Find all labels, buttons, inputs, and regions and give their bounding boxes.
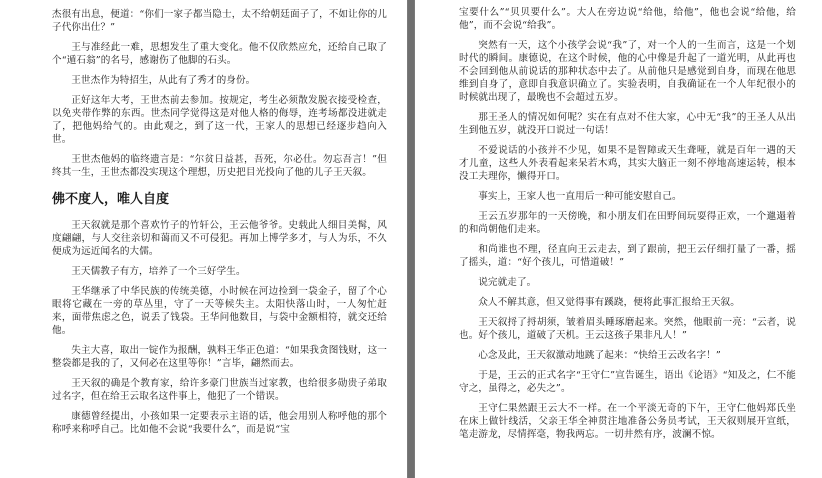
paragraph: 王世杰作为特招生，从此有了秀才的身份。: [71, 75, 256, 86]
paragraph: 王世杰他妈的临终遗言是：“尔贫日益甚，吾死，尔必仕。勿忘吾言！”但终其一生，王世杰都没实现这个理想，历史把目光投向了他的儿子王天叙。: [52, 154, 387, 178]
paragraph: 众人不解其意，但又觉得事有蹊跷，便将此事汇报给王天叙。: [478, 297, 740, 308]
left-page: [0, 0, 408, 478]
paragraph: 突然有一天，这个小孩学会说“我”了，对一个人的一生而言，这是一个划时代的瞬间。康德说，在这个时候，他的心中像是升起了一道光明，从此再也不会回到他从前说话的那种状态中去了。从前他只是感觉到自身，而现在他思维到自身了，意即自我意识确立了。实验表明，自我确证在一个人年纪很小的时候就出现了，最晚也不会超过五岁。: [459, 40, 796, 103]
paragraph: 康德曾经提出，小孩如果一定要表示主语的话，他会用别人称呼他的那个称呼来称呼自己。比如他不会说“我要什么”，而是说“宝: [52, 411, 387, 435]
paragraph: 事实上，王家人也一直用后一种可能安慰自己。: [478, 191, 682, 202]
paragraph: 王守仁果然跟王云大不一样。在一个平淡无奇的下午，王守仁他妈郑氏坐在床上做针线活，父亲王华全神贯注地准备公务员考试，王天叙则展开宣纸，笔走游龙，尽情挥毫，物我两忘。一切井然有序，波澜不惊。: [459, 403, 796, 440]
paragraph: 失主大喜，取出一锭作为报酬，孰料王华正色道：“如果我贪图钱财，这一整袋都是我的了，又何必在这里等你！”言毕，翩然而去。: [52, 345, 387, 369]
paragraph: 王天叙捋了捋胡须，皱着眉头睡琢磨起来。突然，他眼前一亮：“云者，说也。好个孩儿，道破了天机。王云这孩子果非凡人！”: [459, 317, 796, 341]
paragraph: 王天儒教子有方，培养了一个三好学生。: [71, 266, 246, 277]
paragraph: 杰很有出息，便道：“你们一家子都当隐士，太不给朝廷面子了，不如让你的儿子代你出仕？”: [52, 9, 387, 33]
paragraph: 心念及此，王天叙激动地跳了起来：“快给王云改名字！”: [478, 350, 721, 361]
paragraph: 王天叙就是那个喜欢竹子的竹轩公，王云他爷爷。史载此人细目美髯，风度翩翩，与人交往亲切和蔼而又不可侵犯。再加上博学多才，与人为乐，不久便成为远近闻名的大儒。: [52, 220, 387, 257]
section-heading: 佛不度人，唯人自度: [52, 192, 170, 207]
paragraph: 王华继承了中华民族的传统美德，小时候在河边捡到一袋金子，留了个心眼将它藏在一旁的草丛里，守了一天等候失主。太阳快落山时，一人匆忙赶来，面带焦虑之色，说丢了钱袋。王华问他数目，与袋中金额相符，就交还给他。: [52, 286, 387, 336]
paragraph: 不爱说话的小孩并不少见，如果不是智障或天生聋哑，就是百年一遇的天才儿童，这些人外表看起来呆若木鸡，其实大脑正一刻不停地高速运转，根本没工夫理你，懒得开口。: [459, 145, 796, 182]
paragraph: 宝要什么”“贝贝要什么”。大人在旁边说“给他，给他”，他也会说“给他，给他”，而不会说“给我”。: [459, 7, 796, 31]
paragraph: 王云五岁那年的一天傍晚，和小朋友们在田野间玩耍得正欢，一个邋遢着的和尚朝他们走来。: [459, 211, 796, 235]
paragraph: 那王圣人的情况如何呢？实在有点对不住大家，心中无“我”的王圣人从出生到他五岁，就没开口说过一句话！: [459, 112, 796, 136]
paragraph: 和尚谁也不理，径直向王云走去，到了跟前，把王云仔细打量了一番，摇了摇头，道：“好个孩儿，可惜道破！”: [459, 244, 796, 268]
right-page: [414, 0, 822, 478]
paragraph: 说完就走了。: [478, 277, 537, 288]
paragraph: 于是，王云的正式名字“王守仁”宣告诞生，语出《论语》“知及之，仁不能守之，虽得之，必失之”。: [459, 370, 796, 394]
paragraph: 王天叙的确是个教育家，给许多豪门世族当过家教，也给很多勋贵子弟取过名字，但在给王云取名这件事上，他犯了一个错误。: [52, 378, 387, 402]
paragraph: 正好这年大考，王世杰前去参加。按规定，考生必须散发脱衣接受检查，以免夹带作弊的东西。世杰同学觉得这是对他人格的侮辱，连考场都没进就走了，把他妈给气的。由此观之，到了这一代，王家人的思想已经逐步趋向入世。: [52, 95, 387, 145]
paragraph: 王与准经此一难，思想发生了重大变化。他不仅欣然应允，还给自己取了个“遁石翁”的名号，感谢伤了他脚的石头。: [52, 42, 387, 66]
